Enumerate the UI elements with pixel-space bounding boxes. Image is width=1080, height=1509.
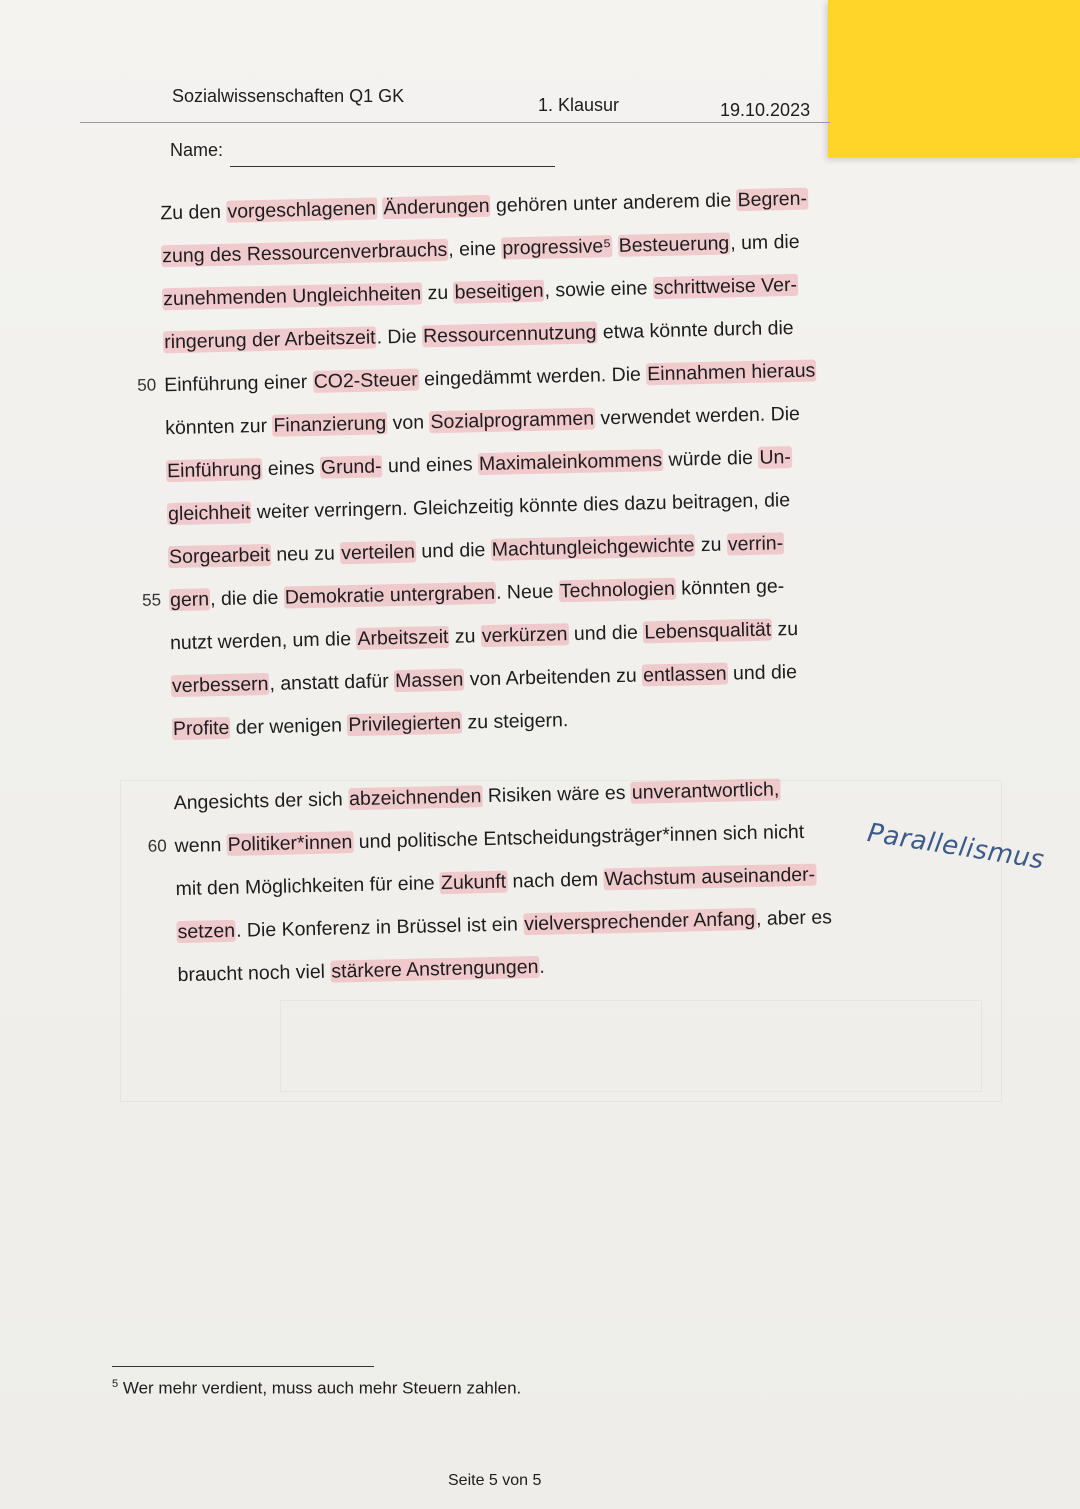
text-segment: verwendet werden. Die: [594, 402, 801, 430]
text-segment: würde die: [662, 446, 759, 471]
highlighted-text: CO2-Steuer: [313, 368, 418, 393]
text-segment: Zu den: [160, 200, 227, 225]
text-segment: könnten zur: [164, 414, 273, 440]
text-segment: .: [539, 955, 546, 978]
text-line: [172, 706, 569, 743]
highlighted-text: Profite: [172, 716, 230, 741]
text-line: [168, 529, 785, 571]
highlighted-text: schrittweise Ver-: [653, 273, 798, 300]
highlighted-text: Arbeitszeit: [357, 625, 449, 650]
page-number: Seite 5 von 5: [448, 1472, 542, 1489]
text-segment: Einführung einer: [163, 370, 313, 397]
exam-label: 1. Klausur: [538, 95, 620, 115]
highlighted-text: Privilegierten: [348, 711, 462, 737]
line-number: [125, 789, 166, 818]
highlighted-text: verrin-: [727, 532, 784, 556]
text-segment: Risiken wäre es: [482, 781, 632, 808]
highlighted-text: Sozialprogrammen: [430, 407, 595, 434]
show-through-table-row: [280, 1000, 982, 1092]
highlighted-text: Sorgearbeit: [168, 543, 271, 569]
highlighted-text: Änderungen: [383, 194, 490, 220]
line-number: 60: [147, 836, 167, 856]
highlighted-text: beseitigen: [454, 279, 544, 304]
highlighted-text: zung des Ressourcenverbrauchs: [162, 238, 448, 268]
text-segment: weiter verringern. Gleichzeitig könnte dies dazu beitragen, die: [251, 489, 791, 524]
text-segment: mit den Möglichkeiten für eine: [175, 872, 441, 901]
text-line: [166, 443, 792, 485]
text-segment: zu: [695, 533, 728, 557]
highlighted-text: Politiker*innen: [227, 831, 353, 856]
line-number: [112, 200, 153, 229]
line-number: 55: [141, 590, 162, 610]
highlighted-text: setzen: [177, 919, 236, 944]
line-number: [115, 328, 156, 357]
highlighted-text: verteilen: [341, 540, 416, 565]
text-segment: könnten ge-: [675, 575, 785, 600]
highlighted-text: progressive⁵: [502, 235, 612, 260]
line-number: [118, 457, 159, 486]
highlighted-text: Maximaleinkommens: [478, 448, 663, 476]
text-segment: zu: [449, 625, 482, 648]
text-segment: eines: [262, 456, 321, 481]
highlighted-text: Demokratie untergraben: [284, 581, 496, 609]
name-label: Name:: [170, 140, 224, 160]
text-segment: nach dem: [506, 868, 604, 893]
text-segment: nutzt werden, um die: [169, 627, 357, 655]
highlighted-text: Ressourcennutzung: [422, 321, 597, 348]
text-segment: Angesichts der sich: [173, 788, 349, 815]
text-segment: und die: [568, 621, 644, 646]
text-segment: und die: [727, 660, 798, 685]
highlighted-text: Technologien: [559, 577, 676, 603]
text-segment: etwa könnte durch die: [597, 316, 794, 344]
highlighted-text: Massen: [394, 668, 464, 693]
highlighted-text: Lebensqualität: [644, 618, 772, 644]
highlighted-text: gleichheit: [167, 501, 251, 526]
text-line: [163, 314, 794, 356]
text-segment: , aber es: [755, 906, 833, 930]
line-number: [127, 875, 168, 904]
highlighted-text: unverantwortlich,: [631, 778, 780, 804]
text-line: [170, 615, 799, 657]
highlighted-text: zunehmenden Ungleichheiten: [163, 282, 422, 311]
line-number: [129, 961, 170, 990]
highlighted-text: Finanzierung: [273, 412, 387, 437]
highlighted-text: verkürzen: [481, 623, 568, 648]
exam-date: 19.10.2023: [720, 100, 811, 120]
text-line: [160, 185, 808, 228]
line-number: 50: [137, 375, 157, 395]
line-number: [114, 285, 155, 314]
line-number: [123, 672, 164, 701]
line-number: [120, 543, 161, 572]
text-segment: , eine: [448, 237, 502, 261]
text-line: [171, 658, 798, 700]
text-segment: zu steigern.: [461, 709, 569, 734]
highlighted-text: vielversprechender Anfang: [523, 908, 756, 936]
text-segment: und eines: [382, 453, 479, 478]
highlighted-text: Besteuerung: [618, 232, 730, 257]
subject-label: Sozialwissenschaften Q1 GK: [172, 86, 405, 106]
highlighted-text: Wachstum auseinander-: [604, 863, 816, 891]
text-segment: , anstatt dafür: [269, 670, 395, 695]
text-segment: , sowie eine: [544, 277, 654, 302]
text-line: [165, 400, 800, 442]
highlighted-text: Einnahmen hieraus: [647, 359, 816, 386]
highlighted-text: verbessern: [171, 672, 269, 698]
line-number: [113, 242, 154, 271]
highlighted-text: abzeichnenden: [348, 785, 482, 811]
highlighted-text: Un-: [759, 446, 792, 469]
text-line: [161, 228, 800, 270]
line-number: [124, 715, 165, 744]
text-segment: . Die: [376, 325, 423, 349]
line-number: [117, 414, 158, 443]
sticky-note: [828, 0, 1080, 158]
text-segment: und die: [415, 538, 492, 563]
highlighted-text: stärkere Anstrengungen: [331, 955, 539, 983]
highlighted-text: ringerung der Arbeitszeit: [163, 326, 376, 354]
text-segment: zu: [771, 617, 799, 641]
highlighted-text: Grund-: [320, 455, 382, 479]
highlighted-text: Begren-: [737, 187, 808, 212]
footnote-divider: [112, 1366, 374, 1367]
highlighted-text: Zukunft: [440, 870, 507, 895]
text-segment: , die die: [209, 586, 285, 611]
text-segment: und politische Entscheidungsträger*innen sich nicht: [353, 820, 805, 854]
text-segment: wenn: [174, 833, 227, 858]
highlighted-text: Einführung: [166, 458, 262, 483]
text-line: [162, 271, 798, 313]
text-segment: von: [386, 411, 430, 435]
body-text: [130, 183, 870, 987]
text-segment: der wenigen: [230, 714, 348, 739]
text-line: [167, 486, 791, 528]
highlighted-text: vorgeschlagenen: [227, 197, 377, 223]
text-segment: braucht noch viel: [177, 960, 331, 987]
text-segment: , um die: [729, 230, 800, 255]
text-line: [137, 356, 817, 399]
handwritten-margin-note: Parallelismus: [865, 818, 1047, 876]
highlighted-text: gern: [169, 588, 210, 612]
line-number: [128, 918, 169, 947]
text-segment: . Die Konferenz in Brüssel ist ein: [235, 913, 524, 942]
text-segment: zu: [421, 281, 454, 305]
line-number: [122, 629, 163, 658]
header-divider: [80, 122, 830, 123]
text-segment: gehören unter anderem die: [490, 189, 737, 217]
line-number: [119, 500, 160, 529]
text-segment: von Arbeitenden zu: [464, 664, 643, 691]
text-line: [141, 572, 785, 614]
footnote-marker: 5: [112, 1378, 119, 1390]
highlighted-text: entlassen: [642, 662, 727, 687]
text-segment: neu zu: [270, 542, 341, 566]
name-field-line: [230, 166, 555, 167]
footnote-text: Wer mehr verdient, muss auch mehr Steuern zahlen.: [118, 1378, 522, 1398]
text-segment: . Neue: [495, 580, 560, 604]
text-segment: eingedämmt werden. Die: [418, 363, 647, 391]
footnote: [112, 1378, 521, 1399]
highlighted-text: Machtungleichgewichte: [491, 534, 695, 561]
